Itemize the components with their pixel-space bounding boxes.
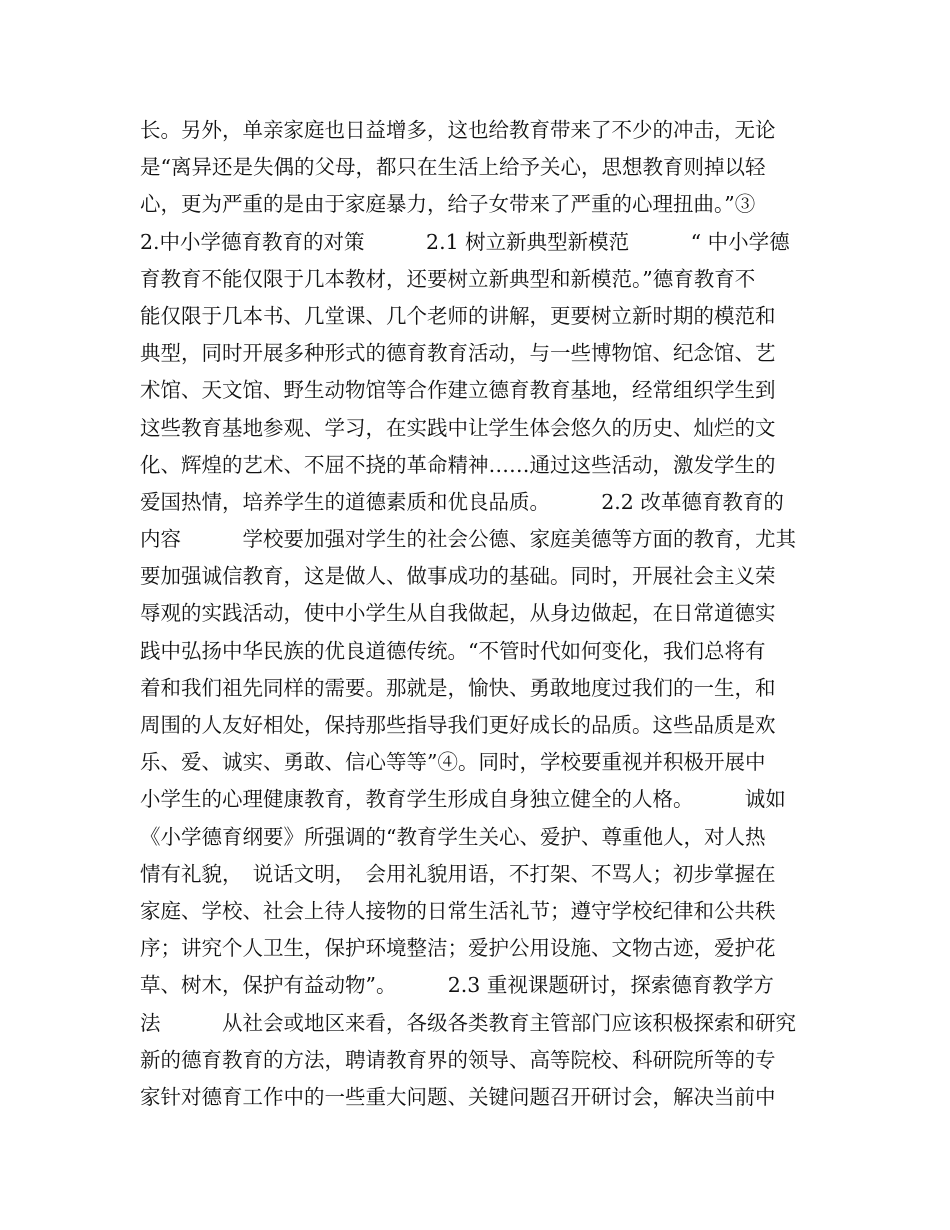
text-line: 新的德育教育的方法，聘请教育界的领导、高等院校、科研院所等的专 <box>140 1047 776 1072</box>
text-line: 术馆、天文馆、野生动物馆等合作建立德育教育基地，经常组织学生到 <box>140 378 776 403</box>
text-line: 家针对德育工作中的一些重大问题、关键问题召开研讨会，解决当前中 <box>140 1084 776 1109</box>
body-text <box>140 112 820 1116</box>
text-line: 辱观的实践活动，使中小学生从自我做起，从身边做起，在日常道德实 <box>140 601 776 626</box>
text-line: 法 从社会或地区来看，各级各类教育主管部门应该积极探索和研究 <box>140 1010 796 1035</box>
text-line: 化、辉煌的艺术、不屈不挠的革命精神……通过这些活动，激发学生的 <box>140 452 776 477</box>
text-line: 着和我们祖先同样的需要。那就是，愉快、勇敢地度过我们的一生，和 <box>140 675 776 700</box>
text-line: 是“离异还是失偶的父母，都只在生活上给予关心，思想教育则掉以轻 <box>140 155 766 180</box>
text-line: 这些教育基地参观、学习，在实践中让学生体会悠久的历史、灿烂的文 <box>140 415 776 440</box>
text-line: 内容 学校要加强对学生的社会公德、家庭美德等方面的教育，尤其 <box>140 527 796 552</box>
text-line: 长。另外，单亲家庭也日益增多，这也给教育带来了不少的冲击，无论 <box>140 118 776 142</box>
text-line: 践中弘扬中华民族的优良道德传统。“不管时代如何变化，我们总将有 <box>140 638 766 663</box>
text-line: 典型，同时开展多种形式的德育教育活动，与一些博物馆、纪念馆、艺 <box>140 341 776 366</box>
text-line: 情有礼貌， 说话文明， 会用礼貌用语，不打架、不骂人；初步掌握在 <box>140 861 776 886</box>
text-line: 周围的人友好相处，保持那些指导我们更好成长的品质。这些品质是欢 <box>140 713 776 737</box>
text-line: 要加强诚信教育，这是做人、做事成功的基础。同时，开展社会主义荣 <box>140 564 776 589</box>
text-line: 乐、爱、诚实、勇敢、信心等等”④。同时，学校要重视并积极开展中 <box>140 750 766 775</box>
text-line: 草、树木，保护有益动物”。 2.3 重视课题研讨，探索德育教学方 <box>140 973 774 998</box>
text-line: 2.中小学德育教育的对策 2.1 树立新典型新模范 “ 中小学德 <box>140 229 790 254</box>
text-line: 《小学德育纲要》所强调的“教育学生关心、爱护、尊重他人，对人热 <box>140 824 766 849</box>
text-line: 家庭、学校、社会上待人接物的日常生活礼节；遵守学校纪律和公共秩 <box>140 898 776 923</box>
text-line: 育教育不能仅限于几本教材，还要树立新典型和新模范。”德育教育不 <box>140 266 756 291</box>
text-line: 序；讲究个人卫生，保护环境整洁；爱护公用设施、文物古迹，爱护花 <box>140 936 776 961</box>
text-line: 心，更为严重的是由于家庭暴力，给子女带来了严重的心理扭曲。”③ <box>140 192 756 217</box>
text-line: 小学生的心理健康教育，教育学生形成自身独立健全的人格。 诚如 <box>140 787 786 812</box>
text-line: 能仅限于几本书、几堂课、几个老师的讲解，更要树立新时期的模范和 <box>140 303 776 328</box>
text-line: 爱国热情，培养学生的道德素质和优良品质。 2.2 改革德育教育的 <box>140 489 784 514</box>
